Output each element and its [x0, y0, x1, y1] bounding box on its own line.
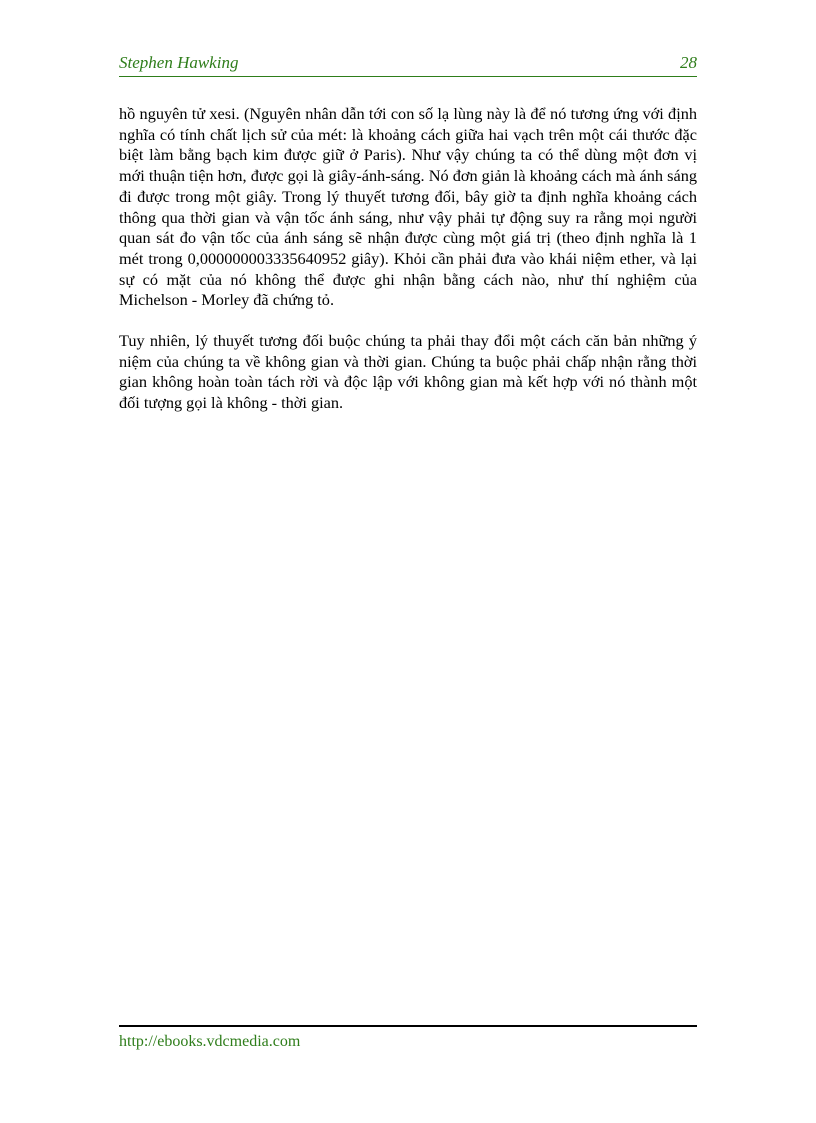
paragraph-2: Tuy nhiên, lý thuyết tương đối buộc chúng ta phải thay đổi một cách căn bản những ý niệm của chúng ta về không gian và thời gian. Chúng ta buộc phải chấp nhận rằng thời gian không hoàn toàn tách rời và độc lập với không gian mà kết hợp với nó thành một đối tượng gọi là không - thời gian.	[119, 331, 697, 413]
footer-url-link[interactable]: http://ebooks.vdcmedia.com	[119, 1033, 301, 1050]
page-number: 28	[680, 53, 697, 72]
page-header	[119, 52, 697, 77]
paragraph-1: hồ nguyên tử xesi. (Nguyên nhân dẫn tới con số lạ lùng này là để nó tương ứng với định nghĩa có tính chất lịch sử của mét: là khoảng cách giữa hai vạch trên một cái thước đặc biệt làm bằng bạch kim được giữ ở Paris). Như vậy chúng ta có thể dùng một đơn vị mới thuận tiện hơn, được gọi là giây-ánh-sáng. Nó đơn giản là khoảng cách mà ánh sáng đi được trong một giây. Trong lý thuyết tương đối, bây giờ ta định nghĩa khoảng cách thông qua thời gian và vận tốc ánh sáng, như vậy phải tự động suy ra rằng mọi người quan sát đo vận tốc của ánh sáng sẽ nhận được cùng một giá trị (theo định nghĩa là 1 mét trong 0,000000003335640952 giây). Khỏi cần phải đưa vào khái niệm ether, và lại sự có mặt của nó không thể được ghi nhận bằng cách nào, như thí nghiệm của Michelson - Morley đã chứng tỏ.	[119, 104, 697, 310]
body-text	[119, 104, 697, 434]
header-author: Stephen Hawking	[119, 53, 239, 72]
footer-divider	[119, 1025, 697, 1027]
